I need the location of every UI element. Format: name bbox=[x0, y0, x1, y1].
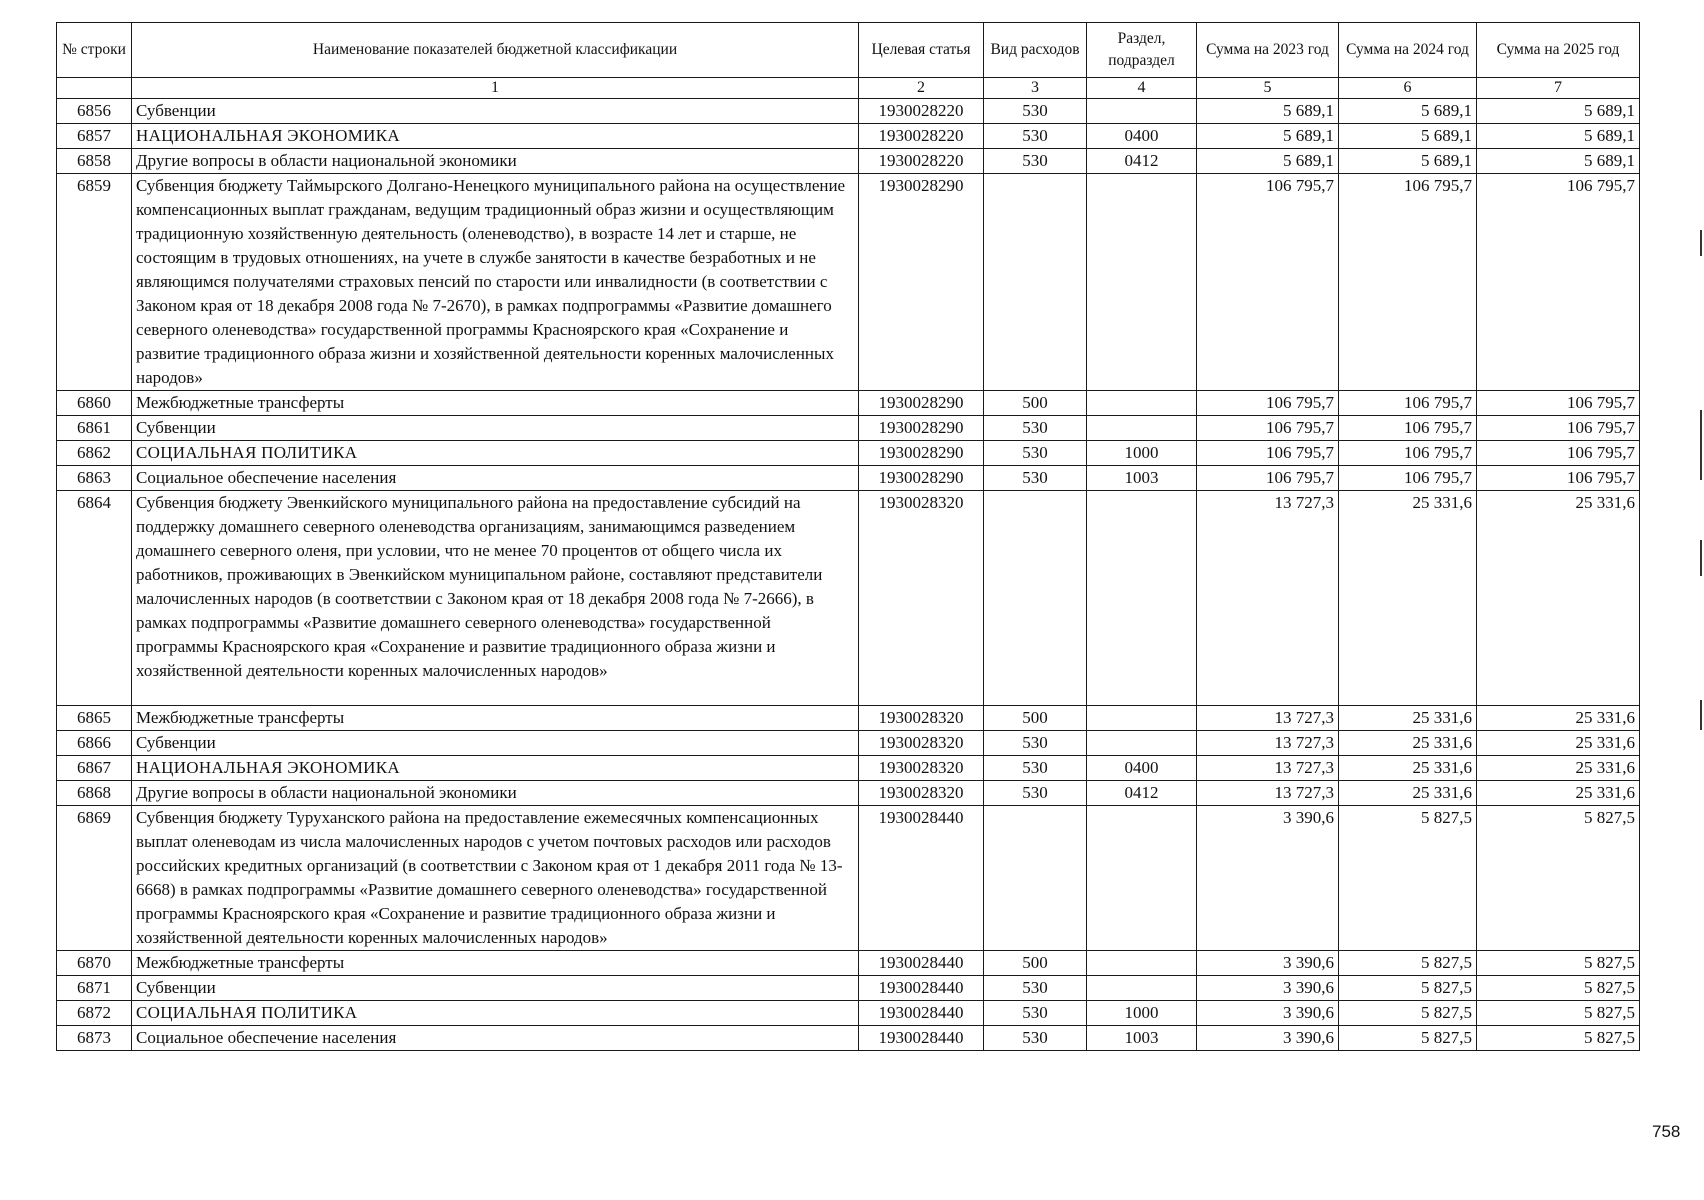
row-section: 0412 bbox=[1087, 781, 1197, 806]
row-name: Субвенция бюджету Эвенкийского муниципального района на предоставление субсидий на поддержку домашнего северного оленеводства организациям, занимающимся разведением домашнего северного оленя, при условии, что не менее 70 процентов от общего числа их работников, проживающих в Эвенкийском муниципальном районе, составляют представители малочисленных народов (в соответствии с Законом края от 18 декабря 2008 года № 7-2666), в рамках подпрограммы «Развитие домашнего северного оленеводства» государственной программы Красноярского края «Сохранение и развитие традиционного образа жизни и хозяйственной деятельности коренных малочисленных народов» bbox=[132, 491, 859, 706]
row-sum-2023: 13 727,3 bbox=[1197, 756, 1339, 781]
row-sum-2025: 25 331,6 bbox=[1477, 756, 1640, 781]
row-kind: 530 bbox=[984, 416, 1087, 441]
row-sum-2025: 106 795,7 bbox=[1477, 174, 1640, 391]
row-sum-2023: 3 390,6 bbox=[1197, 806, 1339, 951]
row-number: 6873 bbox=[57, 1026, 132, 1051]
row-section: 1000 bbox=[1087, 1001, 1197, 1026]
row-name: Субвенции bbox=[132, 731, 859, 756]
row-sum-2024: 25 331,6 bbox=[1339, 756, 1477, 781]
scan-edge-mark bbox=[1700, 540, 1702, 576]
header-row bbox=[57, 23, 1640, 78]
row-section bbox=[1087, 391, 1197, 416]
row-kind: 530 bbox=[984, 124, 1087, 149]
row-target: 1930028440 bbox=[859, 951, 984, 976]
row-target: 1930028290 bbox=[859, 416, 984, 441]
row-number: 6867 bbox=[57, 756, 132, 781]
row-kind bbox=[984, 491, 1087, 706]
header-section: Раздел, подраздел bbox=[1087, 23, 1197, 78]
row-target: 1930028440 bbox=[859, 1026, 984, 1051]
row-name: СОЦИАЛЬНАЯ ПОЛИТИКА bbox=[132, 441, 859, 466]
row-name: Субвенции bbox=[132, 99, 859, 124]
row-sum-2023: 5 689,1 bbox=[1197, 99, 1339, 124]
table-row bbox=[57, 149, 1640, 174]
row-target: 1930028290 bbox=[859, 391, 984, 416]
row-kind bbox=[984, 174, 1087, 391]
table-row bbox=[57, 466, 1640, 491]
row-number: 6869 bbox=[57, 806, 132, 951]
row-name: НАЦИОНАЛЬНАЯ ЭКОНОМИКА bbox=[132, 124, 859, 149]
row-sum-2025: 106 795,7 bbox=[1477, 416, 1640, 441]
row-section bbox=[1087, 976, 1197, 1001]
row-kind: 500 bbox=[984, 391, 1087, 416]
header-target: Целевая статья bbox=[859, 23, 984, 78]
row-sum-2024: 5 689,1 bbox=[1339, 99, 1477, 124]
row-kind: 530 bbox=[984, 731, 1087, 756]
row-name: Межбюджетные трансферты bbox=[132, 951, 859, 976]
row-sum-2024: 5 827,5 bbox=[1339, 976, 1477, 1001]
row-sum-2025: 5 827,5 bbox=[1477, 976, 1640, 1001]
row-sum-2025: 106 795,7 bbox=[1477, 441, 1640, 466]
row-number: 6866 bbox=[57, 731, 132, 756]
row-number: 6858 bbox=[57, 149, 132, 174]
row-sum-2023: 13 727,3 bbox=[1197, 706, 1339, 731]
row-kind: 530 bbox=[984, 781, 1087, 806]
row-target: 1930028320 bbox=[859, 756, 984, 781]
row-section bbox=[1087, 706, 1197, 731]
row-name: Межбюджетные трансферты bbox=[132, 391, 859, 416]
row-number: 6870 bbox=[57, 951, 132, 976]
header-name: Наименование показателей бюджетной классификации bbox=[132, 23, 859, 78]
row-target: 1930028220 bbox=[859, 149, 984, 174]
row-target: 1930028440 bbox=[859, 1001, 984, 1026]
column-number: 5 bbox=[1197, 78, 1339, 99]
row-sum-2023: 106 795,7 bbox=[1197, 174, 1339, 391]
row-sum-2023: 3 390,6 bbox=[1197, 1026, 1339, 1051]
row-number: 6871 bbox=[57, 976, 132, 1001]
budget-table bbox=[56, 22, 1640, 1051]
row-name: СОЦИАЛЬНАЯ ПОЛИТИКА bbox=[132, 1001, 859, 1026]
row-kind: 530 bbox=[984, 1001, 1087, 1026]
row-sum-2025: 5 827,5 bbox=[1477, 806, 1640, 951]
row-number: 6868 bbox=[57, 781, 132, 806]
row-name: Другие вопросы в области национальной экономики bbox=[132, 149, 859, 174]
row-number: 6862 bbox=[57, 441, 132, 466]
row-name: Субвенции bbox=[132, 976, 859, 1001]
row-name: Другие вопросы в области национальной экономики bbox=[132, 781, 859, 806]
row-sum-2025: 25 331,6 bbox=[1477, 706, 1640, 731]
row-number: 6864 bbox=[57, 491, 132, 706]
row-number: 6861 bbox=[57, 416, 132, 441]
row-section: 1003 bbox=[1087, 466, 1197, 491]
column-number: 3 bbox=[984, 78, 1087, 99]
table-row bbox=[57, 1026, 1640, 1051]
column-number bbox=[57, 78, 132, 99]
row-section: 1000 bbox=[1087, 441, 1197, 466]
row-section: 0400 bbox=[1087, 124, 1197, 149]
row-sum-2024: 5 827,5 bbox=[1339, 951, 1477, 976]
row-number: 6859 bbox=[57, 174, 132, 391]
row-number: 6857 bbox=[57, 124, 132, 149]
table-row bbox=[57, 731, 1640, 756]
row-sum-2025: 5 689,1 bbox=[1477, 149, 1640, 174]
row-section: 1003 bbox=[1087, 1026, 1197, 1051]
row-kind: 530 bbox=[984, 441, 1087, 466]
table-row bbox=[57, 441, 1640, 466]
row-sum-2024: 5 689,1 bbox=[1339, 149, 1477, 174]
row-sum-2023: 5 689,1 bbox=[1197, 149, 1339, 174]
row-sum-2025: 5 827,5 bbox=[1477, 951, 1640, 976]
header-sum-2023: Сумма на 2023 год bbox=[1197, 23, 1339, 78]
row-kind: 530 bbox=[984, 1026, 1087, 1051]
row-kind bbox=[984, 806, 1087, 951]
row-name: НАЦИОНАЛЬНАЯ ЭКОНОМИКА bbox=[132, 756, 859, 781]
row-sum-2023: 106 795,7 bbox=[1197, 466, 1339, 491]
row-sum-2024: 5 827,5 bbox=[1339, 1026, 1477, 1051]
row-target: 1930028290 bbox=[859, 441, 984, 466]
row-sum-2024: 5 827,5 bbox=[1339, 806, 1477, 951]
row-section bbox=[1087, 731, 1197, 756]
row-sum-2023: 3 390,6 bbox=[1197, 951, 1339, 976]
table-row bbox=[57, 756, 1640, 781]
row-kind: 500 bbox=[984, 706, 1087, 731]
row-sum-2024: 25 331,6 bbox=[1339, 731, 1477, 756]
row-sum-2025: 106 795,7 bbox=[1477, 466, 1640, 491]
row-target: 1930028320 bbox=[859, 781, 984, 806]
row-sum-2023: 106 795,7 bbox=[1197, 391, 1339, 416]
header-sum-2025: Сумма на 2025 год bbox=[1477, 23, 1640, 78]
row-section bbox=[1087, 174, 1197, 391]
row-kind: 500 bbox=[984, 951, 1087, 976]
row-sum-2023: 106 795,7 bbox=[1197, 416, 1339, 441]
row-kind: 530 bbox=[984, 149, 1087, 174]
row-name: Субвенции bbox=[132, 416, 859, 441]
row-kind: 530 bbox=[984, 756, 1087, 781]
row-sum-2025: 5 827,5 bbox=[1477, 1026, 1640, 1051]
table-row bbox=[57, 976, 1640, 1001]
row-sum-2025: 5 827,5 bbox=[1477, 1001, 1640, 1026]
row-sum-2023: 13 727,3 bbox=[1197, 781, 1339, 806]
column-number: 4 bbox=[1087, 78, 1197, 99]
table-row bbox=[57, 174, 1640, 391]
row-section bbox=[1087, 99, 1197, 124]
column-number: 1 bbox=[132, 78, 859, 99]
row-target: 1930028220 bbox=[859, 124, 984, 149]
row-sum-2024: 106 795,7 bbox=[1339, 174, 1477, 391]
row-target: 1930028290 bbox=[859, 174, 984, 391]
row-number: 6863 bbox=[57, 466, 132, 491]
row-sum-2024: 106 795,7 bbox=[1339, 416, 1477, 441]
table-row bbox=[57, 491, 1640, 706]
row-kind: 530 bbox=[984, 99, 1087, 124]
row-sum-2023: 5 689,1 bbox=[1197, 124, 1339, 149]
row-section: 0400 bbox=[1087, 756, 1197, 781]
row-sum-2023: 106 795,7 bbox=[1197, 441, 1339, 466]
row-target: 1930028440 bbox=[859, 806, 984, 951]
row-target: 1930028440 bbox=[859, 976, 984, 1001]
table-row bbox=[57, 951, 1640, 976]
column-numbers-row bbox=[57, 78, 1640, 99]
row-number: 6865 bbox=[57, 706, 132, 731]
row-number: 6856 bbox=[57, 99, 132, 124]
row-sum-2024: 25 331,6 bbox=[1339, 706, 1477, 731]
scan-edge-mark bbox=[1700, 410, 1702, 480]
row-sum-2025: 25 331,6 bbox=[1477, 781, 1640, 806]
scan-edge-mark bbox=[1700, 230, 1702, 256]
row-sum-2024: 5 827,5 bbox=[1339, 1001, 1477, 1026]
table-row bbox=[57, 391, 1640, 416]
row-target: 1930028320 bbox=[859, 731, 984, 756]
row-sum-2024: 5 689,1 bbox=[1339, 124, 1477, 149]
row-sum-2025: 5 689,1 bbox=[1477, 99, 1640, 124]
table-row bbox=[57, 781, 1640, 806]
row-kind: 530 bbox=[984, 466, 1087, 491]
row-target: 1930028320 bbox=[859, 491, 984, 706]
table-row bbox=[57, 416, 1640, 441]
column-number: 2 bbox=[859, 78, 984, 99]
table-row bbox=[57, 124, 1640, 149]
row-sum-2025: 5 689,1 bbox=[1477, 124, 1640, 149]
column-number: 6 bbox=[1339, 78, 1477, 99]
row-sum-2023: 13 727,3 bbox=[1197, 731, 1339, 756]
row-name: Субвенция бюджету Туруханского района на предоставление ежемесячных компенсационных выплат оленеводам из числа малочисленных народов с учетом почтовых расходов или расходов российских кредитных организаций (в соответствии с Законом края от 1 декабря 2011 года № 13-6668) в рамках подпрограммы «Развитие домашнего северного оленеводства» государственной программы Красноярского края «Сохранение и развитие традиционного образа жизни и хозяйственной деятельности коренных малочисленных народов» bbox=[132, 806, 859, 951]
row-sum-2024: 25 331,6 bbox=[1339, 491, 1477, 706]
row-target: 1930028220 bbox=[859, 99, 984, 124]
row-number: 6872 bbox=[57, 1001, 132, 1026]
row-sum-2024: 106 795,7 bbox=[1339, 466, 1477, 491]
row-sum-2025: 25 331,6 bbox=[1477, 491, 1640, 706]
row-sum-2024: 25 331,6 bbox=[1339, 781, 1477, 806]
table-row bbox=[57, 99, 1640, 124]
row-section bbox=[1087, 806, 1197, 951]
header-sum-2024: Сумма на 2024 год bbox=[1339, 23, 1477, 78]
row-section bbox=[1087, 416, 1197, 441]
header-kind: Вид расходов bbox=[984, 23, 1087, 78]
row-target: 1930028320 bbox=[859, 706, 984, 731]
table-row bbox=[57, 706, 1640, 731]
row-sum-2024: 106 795,7 bbox=[1339, 391, 1477, 416]
header-row-no: № строки bbox=[57, 23, 132, 78]
row-section: 0412 bbox=[1087, 149, 1197, 174]
row-sum-2024: 106 795,7 bbox=[1339, 441, 1477, 466]
row-name: Межбюджетные трансферты bbox=[132, 706, 859, 731]
scan-edge-mark bbox=[1700, 700, 1702, 730]
row-target: 1930028290 bbox=[859, 466, 984, 491]
row-name: Субвенция бюджету Таймырского Долгано-Ненецкого муниципального района на осуществление компенсационных выплат гражданам, ведущим традиционный образ жизни и осуществляющим традиционную хозяйственную деятельность (оленеводство), в возрасте 14 лет и старше, не состоящим в трудовых отношениях, на учете в службе занятости в качестве безработных и не являющимся получателями страховых пенсий по старости или инвалидности (в соответствии с Законом края от 18 декабря 2008 года № 7-2670), в рамках подпрограммы «Развитие домашнего северного оленеводства» государственной программы Красноярского края «Сохранение и развитие традиционного образа жизни и хозяйственной деятельности коренных малочисленных народов» bbox=[132, 174, 859, 391]
row-kind: 530 bbox=[984, 976, 1087, 1001]
row-sum-2023: 3 390,6 bbox=[1197, 1001, 1339, 1026]
page-number: 758 bbox=[1652, 1122, 1681, 1141]
row-name: Социальное обеспечение населения bbox=[132, 466, 859, 491]
row-sum-2025: 106 795,7 bbox=[1477, 391, 1640, 416]
row-name: Социальное обеспечение населения bbox=[132, 1026, 859, 1051]
row-number: 6860 bbox=[57, 391, 132, 416]
row-sum-2023: 3 390,6 bbox=[1197, 976, 1339, 1001]
table-row bbox=[57, 1001, 1640, 1026]
row-section bbox=[1087, 491, 1197, 706]
row-sum-2025: 25 331,6 bbox=[1477, 731, 1640, 756]
row-section bbox=[1087, 951, 1197, 976]
column-number: 7 bbox=[1477, 78, 1640, 99]
row-sum-2023: 13 727,3 bbox=[1197, 491, 1339, 706]
table-row bbox=[57, 806, 1640, 951]
budget-sheet bbox=[56, 22, 1639, 1051]
